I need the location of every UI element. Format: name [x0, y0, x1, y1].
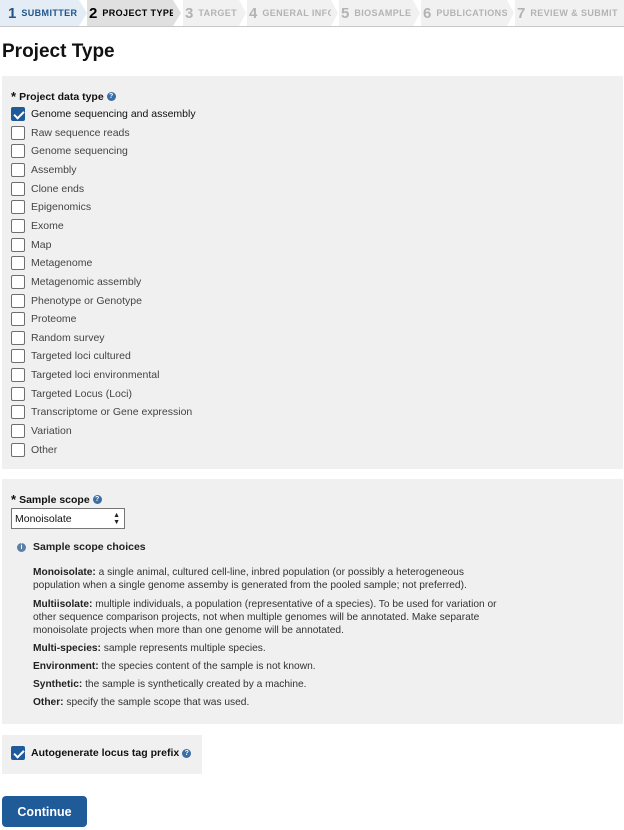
data-type-option[interactable]	[11, 404, 192, 420]
data-type-option-label: Random survey	[31, 331, 105, 344]
choice-text: multiple individuals, a population (representative of a species). To be used for variation or other sequence comparison projects, not when multiple genomes will be annotated. Make separate monoisolate projects when more than one genome will be annotated.	[33, 599, 497, 636]
step-number: 6	[423, 4, 432, 22]
data-type-option[interactable]	[11, 237, 51, 253]
wizard-steps	[0, 0, 624, 27]
page-title: Project Type	[2, 41, 115, 62]
sample-scope-label	[11, 492, 102, 507]
choice-term: Monoisolate:	[33, 567, 96, 578]
data-type-checkbox[interactable]	[11, 443, 25, 457]
data-type-option-label: Targeted loci cultured	[31, 350, 131, 363]
sample-scope-select[interactable]	[11, 508, 125, 529]
step-chevron	[331, 0, 338, 26]
data-type-checkbox[interactable]	[11, 405, 25, 419]
data-type-option[interactable]	[11, 106, 196, 122]
data-type-checkbox[interactable]	[11, 349, 25, 363]
scope-choice-multi-species	[33, 642, 503, 655]
data-type-option-label: Transcriptome or Gene expression	[31, 406, 193, 419]
data-type-option-label: Raw sequence reads	[31, 126, 130, 139]
data-type-option[interactable]	[11, 423, 72, 439]
question-circle-icon[interactable]: ?	[182, 749, 191, 758]
choice-term: Environment:	[33, 661, 99, 672]
data-type-checkbox[interactable]	[11, 144, 25, 158]
data-type-option-label: Targeted Locus (Loci)	[31, 387, 132, 400]
scope-choice-monoisolate	[33, 566, 503, 592]
choice-text: the species content of the sample is not known.	[98, 661, 316, 672]
choice-term: Synthetic:	[33, 679, 83, 690]
data-type-checkbox[interactable]	[11, 312, 25, 326]
data-type-option-label: Clone ends	[31, 182, 85, 195]
data-type-checkbox[interactable]	[11, 331, 25, 345]
select-value: Monoisolate	[15, 512, 72, 525]
data-type-checkbox[interactable]	[11, 294, 25, 308]
required-asterisk: *	[11, 89, 17, 104]
data-type-checkbox[interactable]	[11, 163, 25, 177]
data-type-option-label: Phenotype or Genotype	[31, 294, 142, 307]
data-type-option[interactable]	[11, 386, 132, 402]
autogenerate-locus-tag-option[interactable]	[11, 746, 191, 760]
data-type-option-label: Exome	[31, 219, 64, 232]
choice-text: a single animal, cultured cell-line, inbred population (or possibly a heterogeneous population when a single genome assemby is generated from the pooled sample; not preferred).	[33, 567, 467, 591]
data-type-option-label: Variation	[31, 425, 72, 437]
data-type-checkbox[interactable]	[11, 219, 25, 233]
step-target	[183, 0, 239, 26]
data-type-option[interactable]	[11, 293, 142, 309]
step-label: SUBMITTER	[21, 8, 78, 18]
step-label: TARGET	[198, 8, 238, 18]
step-number: 1	[8, 4, 17, 22]
step-general-info	[247, 0, 335, 26]
data-type-checkbox[interactable]	[11, 424, 25, 438]
data-type-checkbox[interactable]	[11, 200, 25, 214]
choices-title-text: Sample scope choices	[33, 541, 146, 553]
scope-choice-other	[33, 696, 503, 709]
data-type-option[interactable]	[11, 274, 141, 290]
data-type-option[interactable]	[11, 367, 159, 383]
step-review-submit	[515, 0, 624, 26]
step-number: 3	[185, 4, 194, 22]
data-type-option[interactable]	[11, 255, 92, 271]
question-circle-icon[interactable]: ?	[93, 495, 102, 504]
data-type-option[interactable]	[11, 181, 84, 197]
step-label: PUBLICATIONS	[436, 8, 508, 18]
data-type-option-label: Targeted loci environmental	[31, 369, 160, 382]
step-number: 2	[89, 4, 98, 22]
project-data-type-label	[11, 89, 116, 104]
data-type-checkbox[interactable]	[11, 387, 25, 401]
scope-choice-multiisolate	[33, 598, 503, 637]
data-type-option[interactable]	[11, 442, 57, 458]
step-number: 5	[341, 4, 350, 22]
data-type-checkbox[interactable]	[11, 182, 25, 196]
continue-button[interactable]: Continue	[2, 796, 87, 827]
data-type-option-label: Proteome	[31, 313, 77, 326]
step-chevron	[413, 0, 420, 26]
data-type-option-label: Metagenomic assembly	[31, 275, 142, 288]
data-type-option-label: Other	[31, 443, 58, 456]
data-type-checkbox[interactable]	[11, 107, 25, 121]
field-label-text: Sample scope	[19, 493, 90, 506]
data-type-checkbox[interactable]	[11, 368, 25, 382]
choice-text: specify the sample scope that was used.	[63, 697, 250, 708]
step-submitter[interactable]	[0, 0, 79, 26]
select-arrows-icon: ▲ ▼	[113, 512, 120, 526]
data-type-checkbox[interactable]	[11, 256, 25, 270]
data-type-option[interactable]	[11, 199, 91, 215]
data-type-option-label: Epigenomics	[31, 201, 92, 214]
sample-scope-choices-title	[17, 541, 146, 553]
scope-choice-synthetic	[33, 678, 503, 691]
autogenerate-label: Autogenerate locus tag prefix	[31, 747, 180, 759]
step-biosample	[339, 0, 413, 26]
step-number: 4	[249, 4, 258, 22]
data-type-option[interactable]	[11, 330, 105, 346]
step-publications	[421, 0, 507, 26]
required-asterisk: *	[11, 492, 17, 507]
choice-text: the sample is synthetically created by a machine.	[82, 679, 307, 690]
data-type-option-label: Genome sequencing and assembly	[31, 108, 196, 120]
step-number: 7	[517, 4, 526, 22]
step-label: GENERAL INFO	[262, 8, 335, 18]
question-circle-icon[interactable]: ?	[107, 92, 116, 101]
data-type-option-label: Metagenome	[31, 257, 93, 270]
choice-term: Other:	[33, 697, 64, 708]
data-type-option[interactable]	[11, 143, 128, 159]
data-type-option-label: Assembly	[31, 163, 77, 176]
step-label: PROJECT TYPE	[102, 8, 176, 18]
step-chevron	[173, 0, 181, 26]
info-circle-icon: i	[17, 543, 26, 552]
data-type-option[interactable]	[11, 311, 77, 327]
data-type-option[interactable]	[11, 125, 130, 141]
step-project-type[interactable]	[87, 0, 176, 26]
data-type-option[interactable]	[11, 218, 64, 234]
data-type-checkbox[interactable]	[11, 238, 25, 252]
data-type-option-label: Genome sequencing	[31, 145, 128, 158]
scope-choice-environment	[33, 660, 503, 673]
step-label: REVIEW & SUBMIT	[530, 8, 618, 18]
data-type-checkbox[interactable]	[11, 275, 25, 289]
step-chevron	[507, 0, 514, 26]
data-type-option[interactable]	[11, 162, 77, 178]
field-label-text: Project data type	[19, 90, 104, 103]
choice-term: Multiisolate:	[33, 599, 93, 610]
autogenerate-checkbox[interactable]	[11, 746, 25, 760]
data-type-option-label: Map	[31, 238, 52, 251]
data-type-option[interactable]	[11, 348, 131, 364]
choice-term: Multi-species:	[33, 643, 101, 654]
choice-text: sample represents multiple species.	[100, 643, 266, 654]
step-label: BIOSAMPLE	[354, 8, 412, 18]
step-chevron	[79, 0, 87, 26]
step-chevron	[239, 0, 246, 26]
data-type-checkbox[interactable]	[11, 126, 25, 140]
